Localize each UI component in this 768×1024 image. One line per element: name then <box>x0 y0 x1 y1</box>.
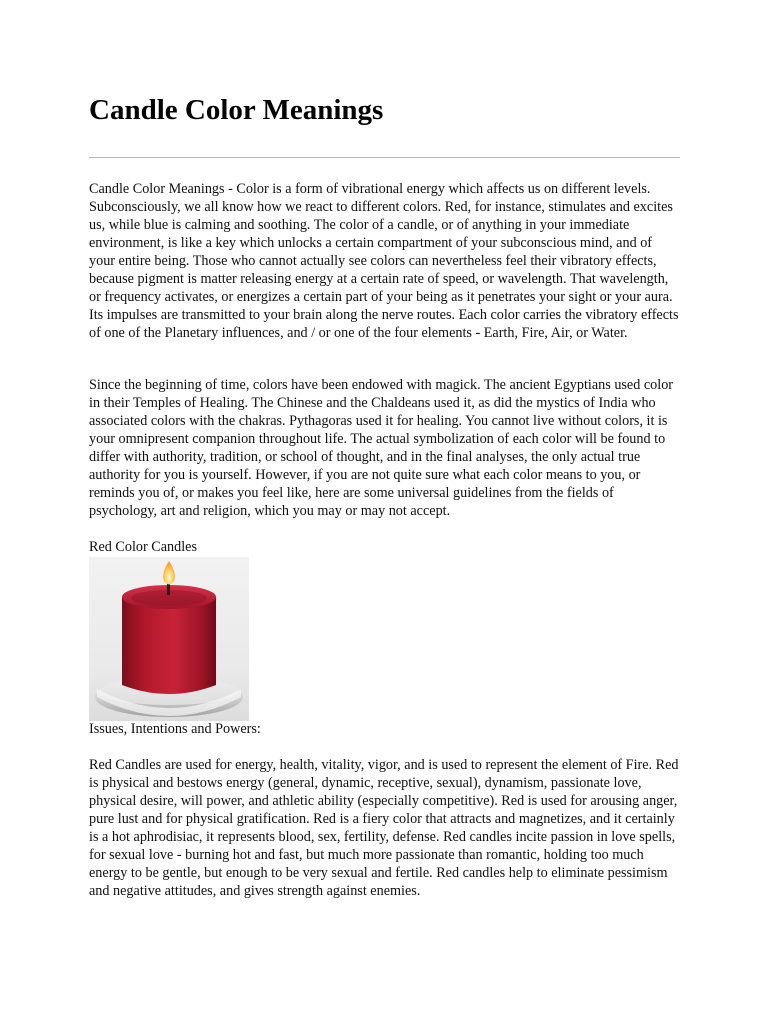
history-paragraph: Since the beginning of time, colors have been endowed with magick. The ancient Egyptians used color in their Temples of Healing. The Chinese and the Chaldeans used it, as did the mystics of India who associated colors with the chakras. Pythagoras used it for healing. You cannot live without colors, it is your omnipresent companion throughout life. The actual symbolization of each color will be found to differ with authority, tradition, or school of thought, and in the final analyses, the only actual true authority for you is yourself. However, if you are not quite sure what each color means to you, or reminds you of, or makes you feel like, here are some universal guidelines from the fields of psychology, art and religion, which you may or may not accept. <box>89 377 674 519</box>
page-title: Candle Color Meanings <box>89 94 384 126</box>
candle-flame <box>163 561 175 585</box>
red-candles-heading: Red Color Candles <box>89 539 197 555</box>
red-candles-paragraph: Red Candles are used for energy, health, vitality, vigor, and is used to represent the element of Fire. Red is physical and bestows energy (general, dynamic, receptive, sexual), dynamism, passionate love, physical desire, will power, and athletic ability (especially competitive). Red is used for arousing anger, pure lust and for physical gratification. Red is a fiery color that attracts and magnetizes, and it certainly is a hot aphrodisiac, it represents blood, sex, fertility, defense. Red candles incite passion in love spells, for sexual love - burning hot and fast, but much more passionate than romantic, holding too much energy to be gentle, but enough to be very sexual and fertile. Red candles help to eliminate pessimism and negative attitudes, and gives strength against enemies. <box>89 757 679 899</box>
red-candle-image <box>89 557 249 721</box>
candle-body <box>122 597 216 694</box>
issues-heading: Issues, Intentions and Powers: <box>89 721 261 737</box>
title-divider <box>89 157 680 158</box>
intro-paragraph: Candle Color Meanings - Color is a form of vibrational energy which affects us on different levels. Subconsciously, we all know how we react to different colors. Red, for instance, stimulates and excites us, while blue is calming and soothing. The color of a candle, or of anything in your immediate environment, is like a key which unlocks a certain compartment of your subconscious mind, and of your entire being. Those who cannot actually see colors can nevertheless feel their vibratory effects, because pigment is matter releasing energy at a certain rate of speed, or wavelength. That wavelength, or frequency activates, or energizes a certain part of your being as it penetrates your sight or your aura. Its impulses are transmitted to your brain along the nerve routes. Each color carries the vibratory effects of one of the Planetary influences, and / or one of the four elements - Earth, Fire, Air, or Water. <box>89 181 679 341</box>
